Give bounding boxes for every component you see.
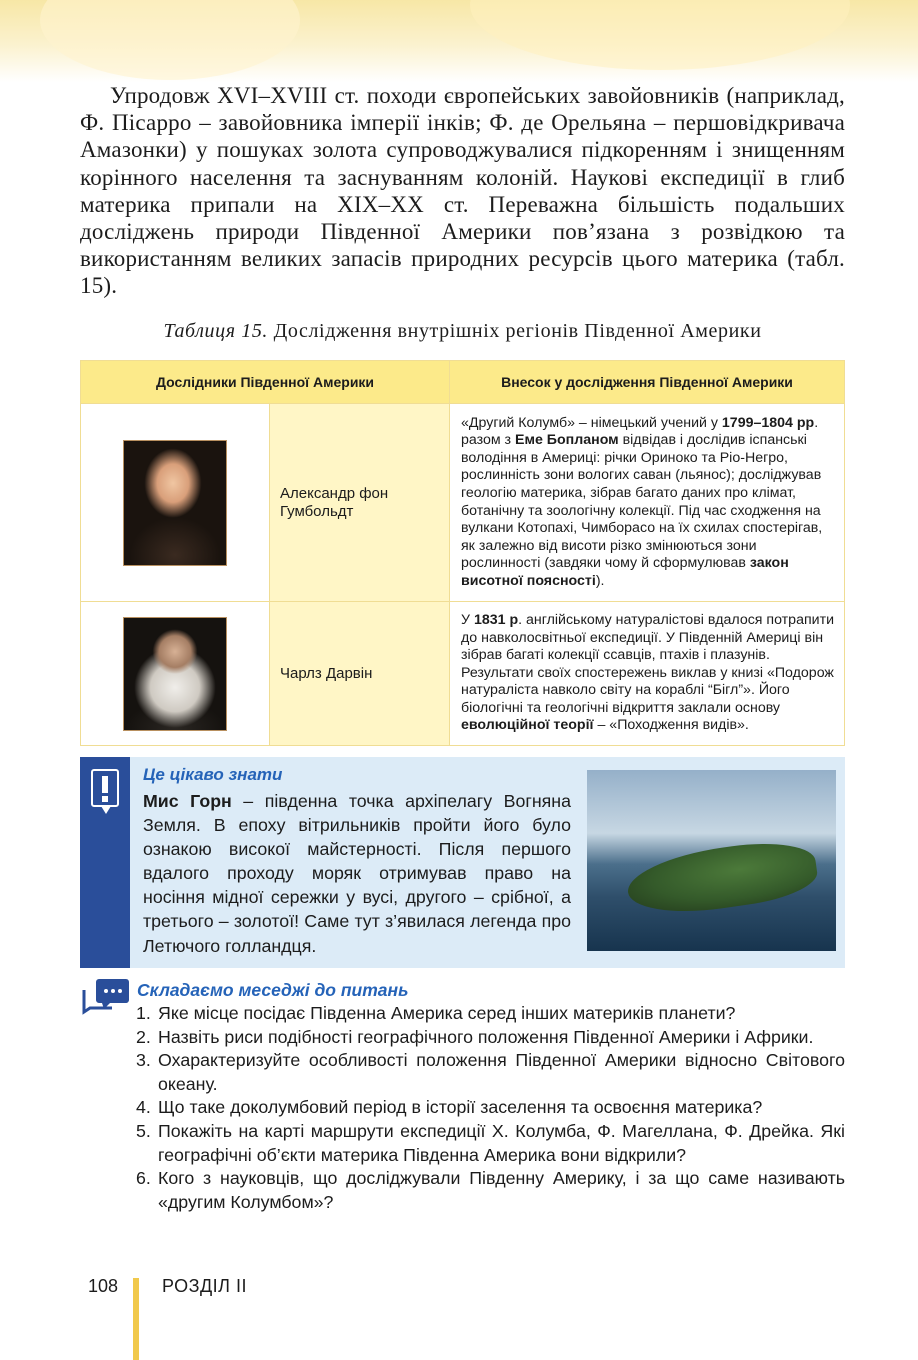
list-item: 2. Назвіть риси подібності географічного положення Південної Америки і Африки. bbox=[136, 1026, 814, 1047]
bold-term: 1831 р bbox=[473, 611, 519, 628]
text-segment: «Другий Колумб» – німецький учений у bbox=[461, 414, 722, 431]
bold-term: закон висотної поясності bbox=[461, 555, 789, 589]
table-caption bbox=[80, 320, 845, 343]
text-segment: . разом з bbox=[461, 414, 819, 449]
exclamation-icon bbox=[91, 769, 119, 807]
questions-title: Складаємо меседжі до питань bbox=[137, 980, 409, 1000]
header-explorers: Дослідники Південної Америки bbox=[81, 361, 450, 404]
top-decorative-banner bbox=[0, 0, 918, 82]
table-caption-text: Дослідження внутрішніх регіонів Південної Америки bbox=[273, 320, 762, 342]
section-label: РОЗДІЛ ІІ bbox=[162, 1276, 247, 1296]
questions-list bbox=[136, 1002, 845, 1214]
fact-side-bar bbox=[80, 757, 130, 968]
text-segment: . англійському натуралістові вдалося потрапити до навколосвітньої експедиції. У Південній Америці він зібрав багаті колекції ссавців, птахів і плазунів. Результати своїх спостережень виклав у книзі «Подорож натураліста навколо світу на кораблі “Бігл”». Його біологічні та геологічні відкриття заклали основу bbox=[461, 611, 834, 716]
table-row bbox=[81, 404, 845, 602]
fact-text bbox=[143, 789, 571, 958]
fact-title: Це цікаво знати bbox=[143, 765, 283, 784]
bold-term: 1799–1804 рр bbox=[721, 414, 815, 431]
text-segment: відвідав і дослідив іспанські володіння в Америці: річки Ориноко та Ріо-Негро, рослинність зони вологих саван (льянос); досліджував геологію материка, зібрав багато даних про клімат, ботанічну та зоологічну колекції. Під час сходження на вулкани Котопахі, Чимборасо на їх схилах спостерігав, як залежно від висоти різко змінюються зони рослинності (завдяки чому й сформулював bbox=[461, 432, 823, 572]
explorers-table bbox=[80, 360, 845, 746]
interesting-fact-box bbox=[80, 757, 845, 968]
bold-term: еволюційної теорії bbox=[461, 717, 594, 734]
list-item: 5. Покажіть на карті маршрути експедиції Х. Колумба, Ф. Магеллана, Ф. Дрейка. Які географічні об’єкти материка Південна Америка вони відкрили? bbox=[136, 1120, 845, 1165]
chat-bubble-icon bbox=[82, 978, 132, 1018]
humboldt-portrait bbox=[123, 440, 227, 566]
header-contribution: Внесок у дослідження Південної Америки bbox=[450, 361, 845, 404]
list-item: 1. Яке місце посідає Південна Америка серед інших материків планети? bbox=[136, 1003, 736, 1023]
text-segment: – «Походження видів». bbox=[593, 717, 749, 734]
contribution-text bbox=[450, 404, 845, 602]
fact-body: – південна точка архіпелагу Вогняна Земля. В епоху вітрильників пройти його було ознакою високої майстерності. Після першого вдалого проходу моряк отримував право на носіння мідної сережки у вусі, другого – срібної, а третього – золотої! Саме тут з’явилася легенда про Летючого голландця. bbox=[143, 791, 571, 956]
table-caption-label: Таблиця 15. bbox=[163, 320, 269, 342]
page-number: 108 bbox=[88, 1276, 119, 1296]
darwin-portrait bbox=[123, 617, 227, 731]
photo-cell bbox=[81, 602, 270, 746]
explorer-name: Александр фон Гумбольдт bbox=[270, 404, 450, 602]
text-segment: ). bbox=[595, 572, 605, 589]
table-row bbox=[81, 602, 845, 746]
photo-cell bbox=[81, 404, 270, 602]
list-item: 4. Що таке доколумбовий період в історії заселення та освоєння материка? bbox=[136, 1097, 763, 1118]
explorer-name: Чарлз Дарвін bbox=[270, 602, 450, 746]
fact-bold-term: Мис Горн bbox=[143, 791, 232, 811]
cape-horn-photo bbox=[587, 770, 836, 951]
intro-paragraph: Упродовж XVI–XVIII ст. походи європейських завойовників (наприклад, Ф. Пісарро – завойовника імперії інків; Ф. де Орельяна – першовідкривача Амазонки) у пошуках золота супроводжувалися підкоренням і знищенням корінного населення та заснуванням колоній. Наукові експедиції в глиб материка припали на XIX–XX ст. Переважна більшість подальших досліджень природи Південної Америки пов’язана з розвідкою та використанням великих запасів природних ресурсів цього материка (табл. 15). bbox=[80, 83, 845, 299]
bold-term: Еме Бопланом bbox=[515, 432, 619, 449]
list-item: 3. Охарактеризуйте особливості положення Південної Америки відносно Світового океану. bbox=[136, 1050, 845, 1094]
table-header-row bbox=[81, 361, 845, 404]
contribution-text bbox=[450, 602, 845, 746]
footer-rule bbox=[133, 1278, 139, 1360]
list-item: 6. Кого з науковців, що досліджували Південну Америку, і за що саме називають «другим Колумбом»? bbox=[136, 1168, 845, 1212]
text-segment: У bbox=[461, 611, 474, 628]
